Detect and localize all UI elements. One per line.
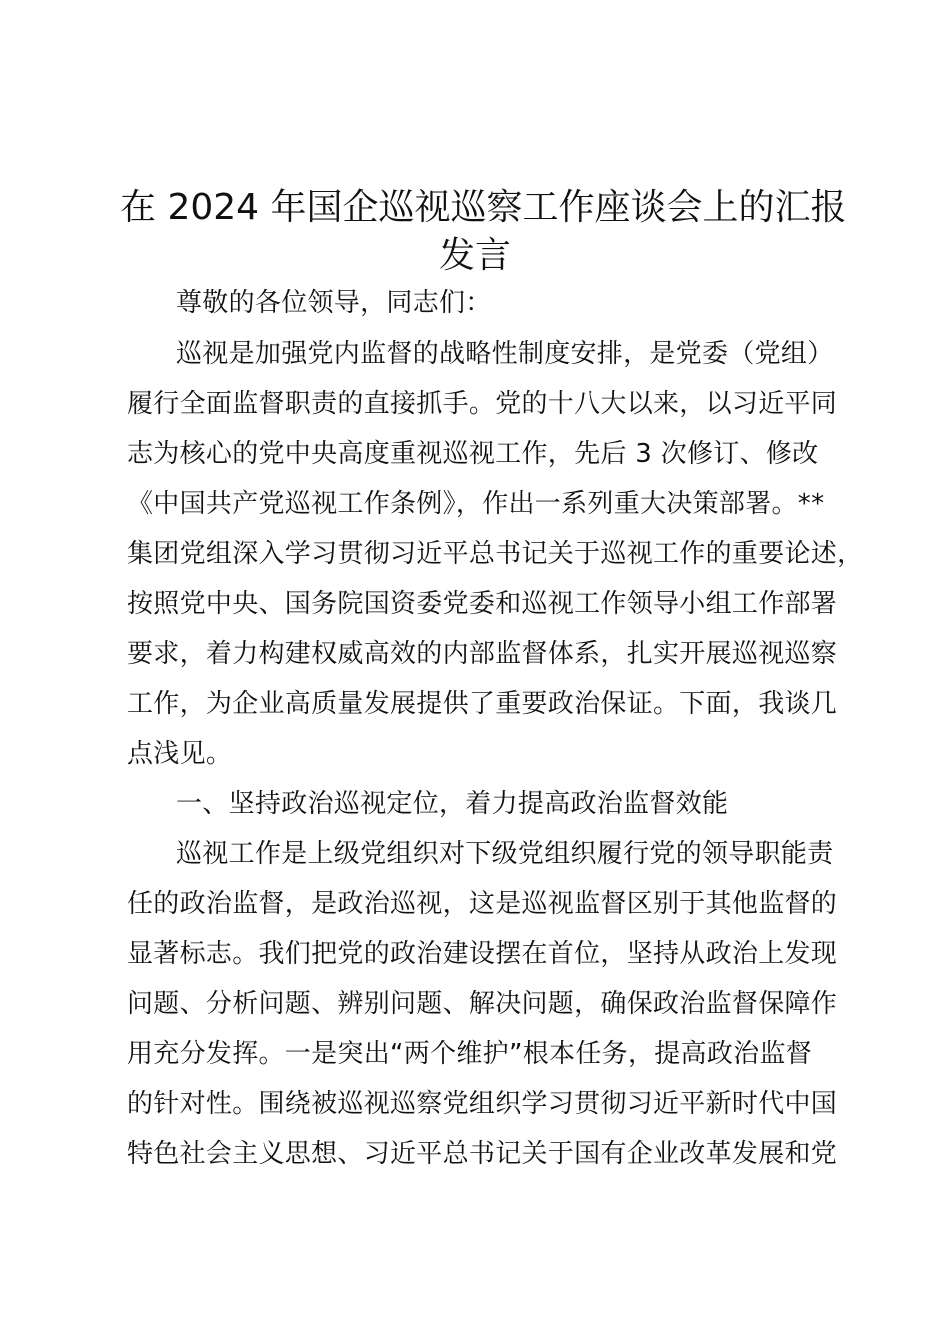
paragraph-1-line: 点浅见。	[127, 739, 233, 769]
salutation: 尊敬的各位领导，同志们：	[176, 288, 492, 318]
paragraph-2-line: 巡视工作是上级党组织对下级党组织履行党的领导职能责	[176, 839, 834, 869]
paragraph-1-line: 工作，为企业高质量发展提供了重要政治保证。下面，我谈几	[127, 689, 838, 719]
paragraph-2-line: 显著标志。我们把党的政治建设摆在首位，坚持从政治上发现	[127, 939, 838, 969]
document-title-line-2: 发言	[438, 235, 511, 276]
paragraph-2-line: 特色社会主义思想、习近平总书记关于国有企业改革发展和党	[127, 1139, 838, 1169]
paragraph-1-line: 按照党中央、国务院国资委党委和巡视工作领导小组工作部署	[127, 589, 838, 619]
paragraph-2-line: 问题、分析问题、辨别问题、解决问题，确保政治监督保障作	[127, 989, 838, 1019]
paragraph-2-line: 的针对性。围绕被巡视巡察党组织学习贯彻习近平新时代中国	[127, 1089, 838, 1119]
paragraph-1-line: 要求，着力构建权威高效的内部监督体系，扎实开展巡视巡察	[127, 639, 838, 669]
paragraph-2-line: 用充分发挥。一是突出“两个维护”根本任务，提高政治监督	[127, 1039, 813, 1069]
section-heading-1: 一、坚持政治巡视定位，着力提高政治监督效能	[176, 789, 729, 819]
paragraph-1-line: 志为核心的党中央高度重视巡视工作，先后 3 次修订、修改	[127, 439, 819, 469]
paragraph-1-line: 巡视是加强党内监督的战略性制度安排，是党委（党组）	[176, 339, 834, 369]
paragraph-1-line: 集团党组深入学习贯彻习近平总书记关于巡视工作的重要论述，	[127, 539, 864, 569]
paragraph-2-line: 任的政治监督，是政治巡视，这是巡视监督区别于其他监督的	[127, 889, 838, 919]
document-title-line-1: 在 2024 年国企巡视巡察工作座谈会上的汇报	[120, 187, 847, 228]
paragraph-1-line: 履行全面监督职责的直接抓手。党的十八大以来，以习近平同	[127, 389, 838, 419]
paragraph-1-line: 《中国共产党巡视工作条例》，作出一系列重大决策部署。**	[127, 489, 825, 519]
